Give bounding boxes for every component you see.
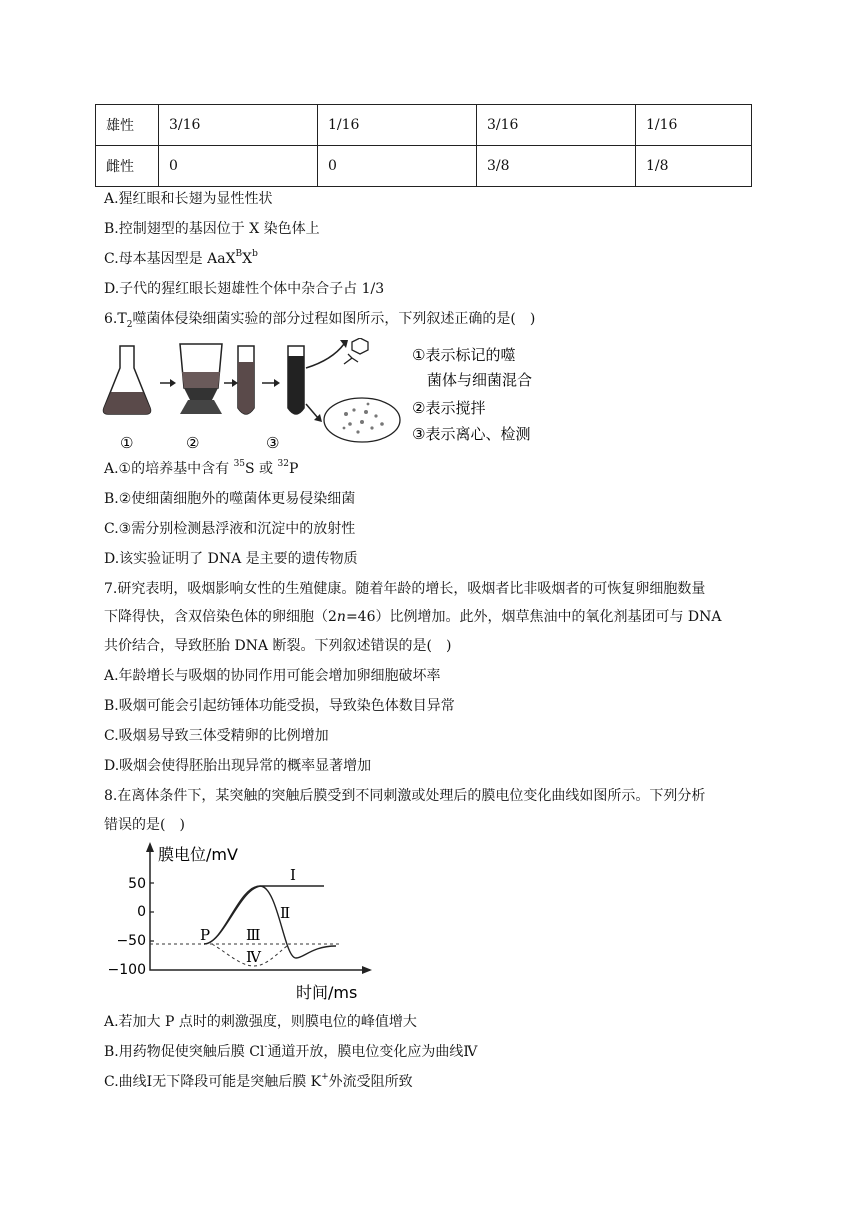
q7-stem-line1: 7.研究表明，吸烟影响女性的生殖健康。随着年龄的增长，吸烟者比非吸烟者的可恢复卵细胞数量 bbox=[104, 581, 706, 597]
table-cell: 0 bbox=[159, 146, 318, 187]
curve-ii bbox=[204, 886, 336, 958]
q7-stem-line2-post: =46）比例增加。此外，烟草焦油中的氧化剂基团可与 DNA bbox=[345, 609, 722, 625]
y-tick-label: 0 bbox=[137, 904, 146, 920]
q7-stem-line2-pre: 下降得快，含双倍染色体的卵细胞（2 bbox=[104, 609, 337, 625]
q6-stem bbox=[104, 309, 535, 335]
arrow-icon bbox=[274, 379, 280, 387]
arrow-icon bbox=[170, 379, 176, 387]
flask-icon bbox=[104, 346, 151, 414]
q7-stem-line2 bbox=[104, 607, 722, 627]
table-cell: 0 bbox=[318, 146, 477, 187]
test-tube-icon bbox=[288, 346, 304, 414]
q8-option-b-pre: B.用药物促使突触后膜 Cl bbox=[104, 1044, 265, 1060]
membrane-potential-graph bbox=[100, 840, 380, 1008]
arrow-icon bbox=[232, 379, 238, 387]
q5-option-c-x: X bbox=[242, 251, 253, 267]
superscript: + bbox=[321, 1072, 329, 1082]
table-row bbox=[96, 105, 752, 146]
superscript: 35 bbox=[233, 459, 246, 469]
q8-option-a: A.若加大 P 点时的刺激强度，则膜电位的峰值增大 bbox=[104, 1014, 417, 1030]
q5-option-d: D.子代的猩红眼长翅雄性个体中杂合子占 1/3 bbox=[104, 281, 385, 297]
x-axis-arrow-icon bbox=[362, 966, 372, 974]
table-row bbox=[96, 146, 752, 187]
q6-stem-pre: 6.T bbox=[104, 311, 127, 327]
q6-option-a bbox=[104, 459, 298, 479]
table-cell: 3/16 bbox=[159, 105, 318, 146]
bacteria-dish-icon bbox=[324, 398, 400, 442]
q8-option-b bbox=[104, 1042, 477, 1062]
data-table bbox=[95, 104, 752, 187]
superscript: - bbox=[264, 1042, 268, 1052]
legend-line: ③表示离心、检测 bbox=[412, 425, 531, 443]
arrow-icon bbox=[306, 344, 344, 368]
superscript: 32 bbox=[277, 459, 289, 469]
y-tick-label: −100 bbox=[107, 962, 146, 978]
legend-line: ②表示搅拌 bbox=[412, 399, 486, 417]
test-tube-icon bbox=[238, 346, 254, 414]
q7-stem-line3: 共价结合，导致胚胎 DNA 断裂。下列叙述错误的是( ) bbox=[104, 638, 452, 654]
blender-icon bbox=[180, 344, 222, 414]
q7-option-c: C.吸烟易导致三体受精卵的比例增加 bbox=[104, 728, 329, 744]
curve-label: Ⅳ bbox=[246, 948, 261, 966]
q5-option-b: B.控制翅型的基因位于 X 染色体上 bbox=[104, 221, 320, 237]
table-cell: 雌性 bbox=[96, 146, 159, 187]
table-cell: 3/16 bbox=[477, 105, 636, 146]
table-cell: 1/8 bbox=[636, 146, 752, 187]
table-cell: 雄性 bbox=[96, 105, 159, 146]
curve-i bbox=[204, 886, 324, 944]
curve-label: Ⅰ bbox=[290, 866, 296, 884]
q6-option-b: B.②使细菌细胞外的噬菌体更易侵染细菌 bbox=[104, 491, 356, 507]
table-cell: 1/16 bbox=[636, 105, 752, 146]
q8-stem-line2: 错误的是( ) bbox=[104, 817, 185, 833]
q8-option-c bbox=[104, 1072, 413, 1092]
phage-experiment-figure bbox=[100, 338, 560, 456]
legend-line: ①表示标记的噬 bbox=[412, 346, 516, 364]
x-axis-label: 时间/ms bbox=[296, 983, 358, 1002]
q7-option-a: A.年龄增长与吸烟的协同作用可能会增加卵细胞破坏率 bbox=[104, 668, 441, 684]
q7-option-b: B.吸烟可能会引起纺锤体功能受损，导致染色体数目异常 bbox=[104, 698, 455, 714]
y-tick-label: −50 bbox=[116, 933, 146, 949]
q5-option-c-text: C.母本基因型是 AaX bbox=[104, 251, 236, 267]
superscript: b bbox=[252, 249, 258, 259]
arrow-icon bbox=[306, 404, 318, 418]
q5-option-c bbox=[104, 249, 258, 269]
step-label: ② bbox=[186, 434, 200, 452]
table-cell: 3/8 bbox=[477, 146, 636, 187]
curve-label: Ⅲ bbox=[246, 926, 261, 944]
q8-option-c-pre: C.曲线Ⅰ无下降段可能是突触后膜 K bbox=[104, 1074, 322, 1090]
q5-option-a: A.猩红眼和长翅为显性性状 bbox=[104, 191, 273, 207]
q8-option-c-post: 外流受阻所致 bbox=[328, 1074, 413, 1090]
q6-option-c: C.③需分别检测悬浮液和沉淀中的放射性 bbox=[104, 521, 356, 537]
table-cell: 1/16 bbox=[318, 105, 477, 146]
curve-label: Ⅱ bbox=[280, 904, 291, 922]
q6-option-d: D.该实验证明了 DNA 是主要的遗传物质 bbox=[104, 551, 358, 567]
step-label: ③ bbox=[266, 434, 280, 452]
q8-stem-line1: 8.在离体条件下，某突触的突触后膜受到不同刺激或处理后的膜电位变化曲线如图所示。下列分析 bbox=[104, 788, 706, 804]
q7-option-d: D.吸烟会使得胚胎出现异常的概率显著增加 bbox=[104, 758, 372, 774]
legend-line: 菌体与细菌混合 bbox=[412, 371, 533, 389]
superscript: B bbox=[235, 249, 243, 259]
subscript: 2 bbox=[126, 319, 133, 330]
q6-option-a-mid: S 或 bbox=[245, 461, 278, 477]
q6-option-a-post: P bbox=[288, 461, 299, 477]
y-tick-label: 50 bbox=[128, 876, 146, 892]
point-p-label: P bbox=[200, 926, 211, 944]
phage-icon bbox=[344, 338, 368, 364]
q6-option-a-pre: A.①的培养基中含有 bbox=[104, 461, 234, 477]
y-axis-label: 膜电位/mV bbox=[158, 845, 238, 864]
step-label: ① bbox=[120, 434, 134, 452]
q6-stem-post: 噬菌体侵染细菌实验的部分过程如图所示，下列叙述正确的是( ) bbox=[132, 311, 536, 327]
q8-option-b-post: 通道开放，膜电位变化应为曲线Ⅳ bbox=[267, 1044, 478, 1060]
q7-stem-n: n bbox=[336, 609, 346, 625]
y-axis-arrow-icon bbox=[146, 842, 154, 852]
